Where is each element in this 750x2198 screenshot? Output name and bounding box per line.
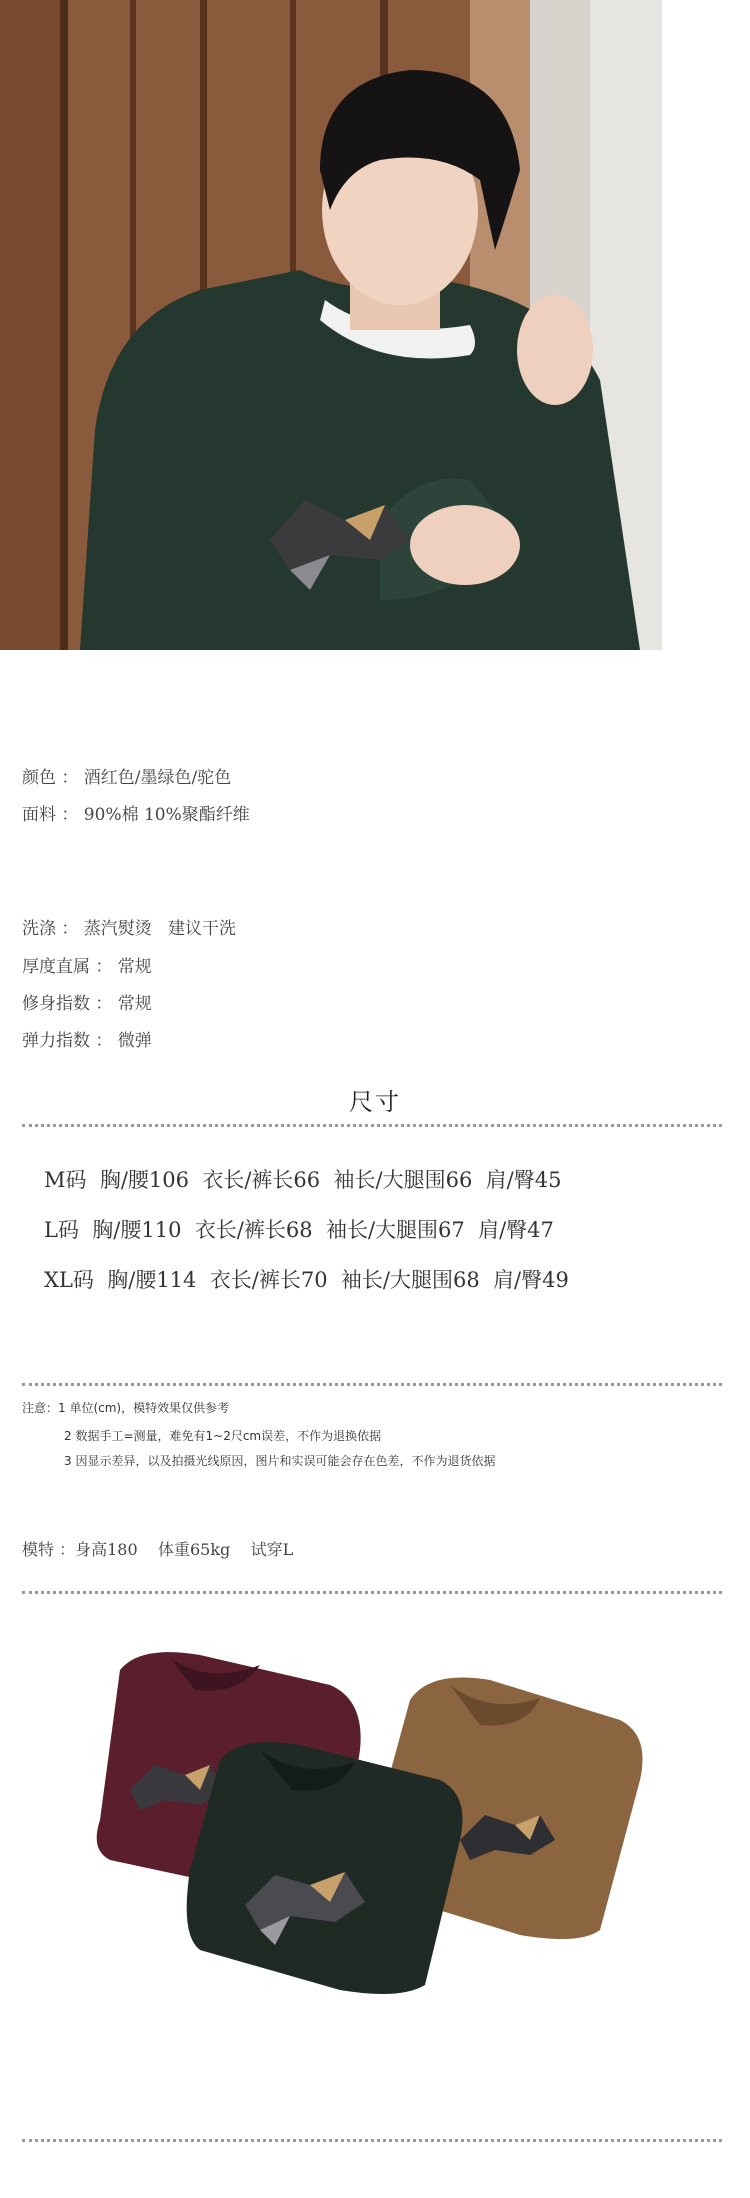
hero-model-photo bbox=[0, 0, 662, 650]
info-elasticity: 弹力指数 ： 微弹 bbox=[22, 1031, 152, 1051]
divider-dotted bbox=[22, 1124, 722, 1127]
black-sweatshirt bbox=[187, 1742, 463, 1994]
size-section-title: 尺寸 bbox=[349, 1088, 401, 1116]
info-thickness: 厚度直属 ： 常规 bbox=[22, 957, 152, 977]
divider-dotted bbox=[22, 1383, 722, 1386]
model-info: 模特 ：身高180 体重65kg 试穿L bbox=[22, 1540, 294, 1559]
product-sweatshirts-image bbox=[80, 1640, 680, 2040]
divider-dotted bbox=[22, 2139, 722, 2142]
info-fabric: 面料 ： 90%棉 10%聚酯纤维 bbox=[22, 805, 250, 825]
size-row-l: L码 胸/腰110 衣长/裤长68 袖长/大腿围67 肩/臀47 bbox=[44, 1218, 554, 1242]
divider-dotted bbox=[22, 1591, 722, 1594]
note-1: 注意：1 单位(cm)，模特效果仅供参考 bbox=[22, 1401, 230, 1415]
note-2: 2 数据手工=测量，难免有1~2尺cm误差，不作为退换依据 bbox=[64, 1429, 382, 1443]
size-row-xl: XL码 胸/腰114 衣长/裤长70 袖长/大腿围68 肩/臀49 bbox=[44, 1268, 569, 1292]
info-wash: 洗涤 ： 蒸汽熨烫 建议干洗 bbox=[22, 919, 237, 939]
info-fit: 修身指数 ： 常规 bbox=[22, 994, 152, 1014]
info-color: 颜色 ： 酒红色/墨绿色/驼色 bbox=[22, 768, 232, 788]
size-row-m: M码 胸/腰106 衣长/裤长66 袖长/大腿围66 肩/臀45 bbox=[44, 1168, 562, 1192]
note-3: 3 因显示差异，以及拍摄光线原因，图片和实误可能会存在色差，不作为退货依据 bbox=[64, 1454, 496, 1468]
